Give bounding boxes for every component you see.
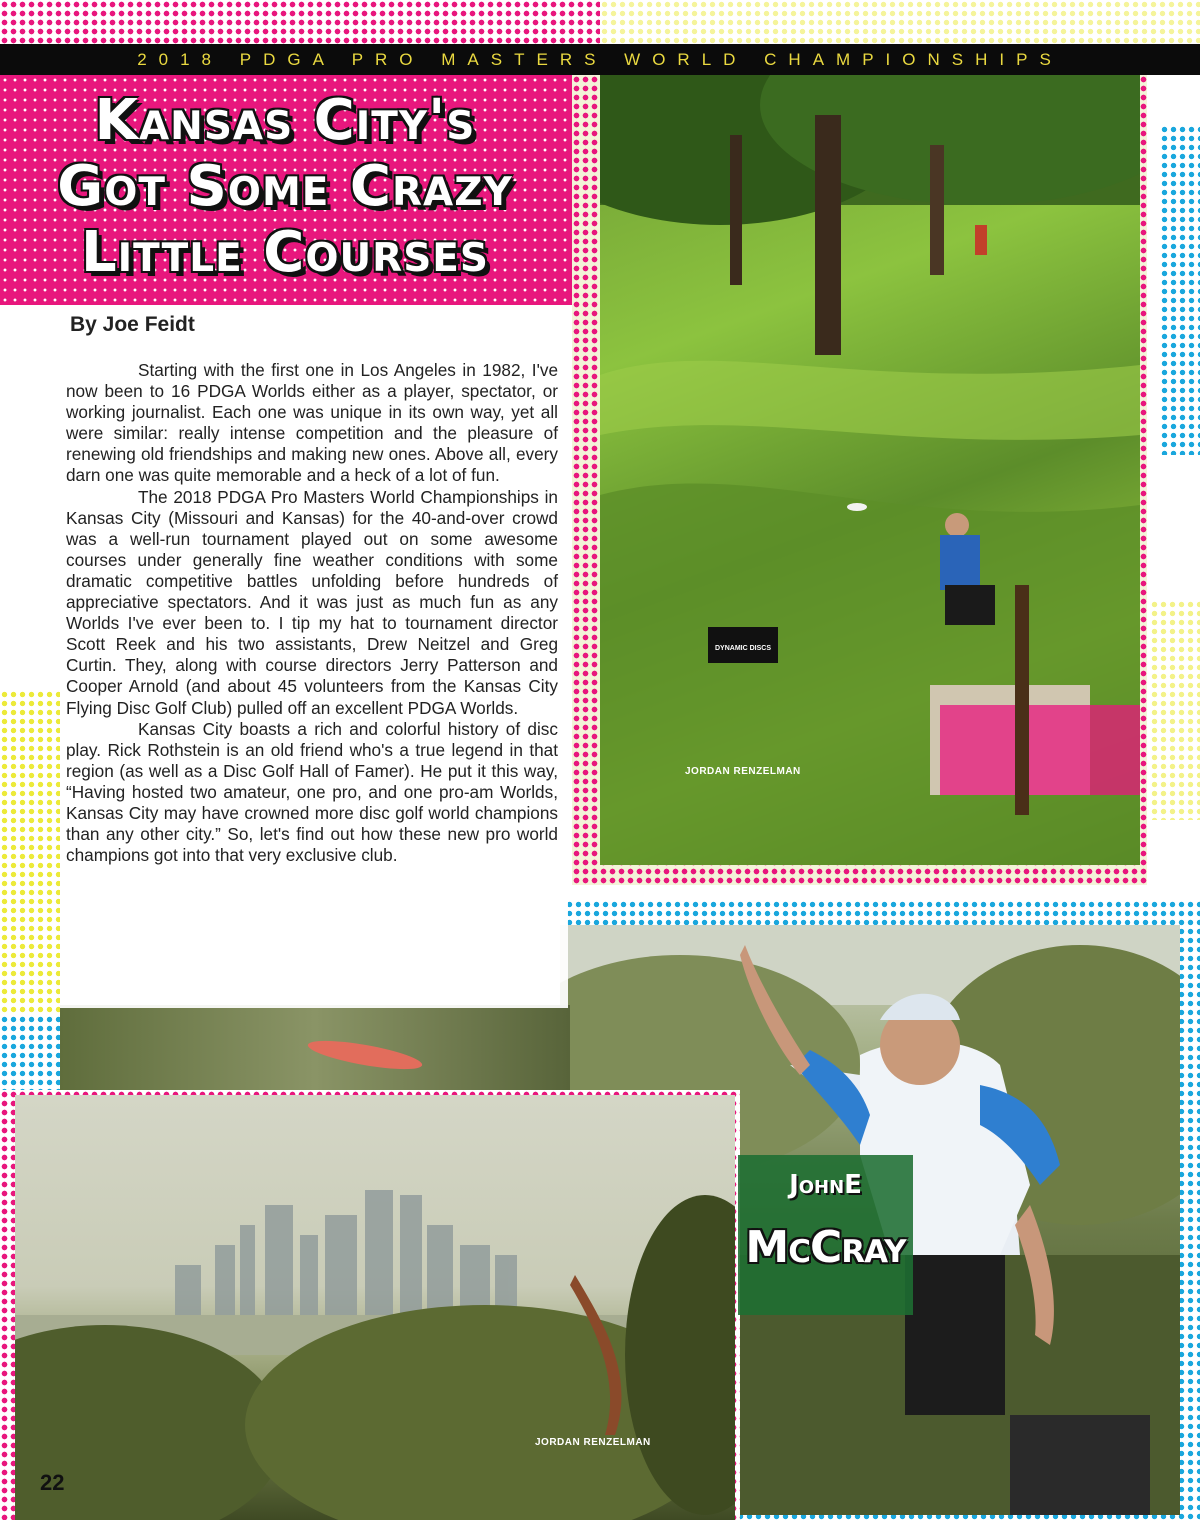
series-header: 2018 PDGA PRO MASTERS WORLD CHAMPIONSHIPS xyxy=(137,50,1063,69)
halftone-yellow-right xyxy=(1150,600,1200,820)
article-paragraph-3: Kansas City boasts a rich and colorful history of disc play. Rick Rothstein is an old friend who's a true legend in that region (as well as a Disc Golf Hall of Famer). He put it this way, “Having hosted two amateur, one pro, and one pro-am Worlds, Kansas City may have crowned more disc golf world champions than any other city.” So, let's find out how these new pro world champions got into that very exclusive club. xyxy=(66,718,558,866)
skyline-photo xyxy=(15,1095,735,1520)
disc-photo xyxy=(60,1005,570,1100)
halftone-pink-top xyxy=(0,0,600,45)
course-photo-art xyxy=(600,75,1140,865)
title-line-3: Little Courses xyxy=(80,220,490,285)
page-number: 22 xyxy=(40,1470,65,1495)
title-line-2: Got Some Crazy xyxy=(57,154,513,219)
byline: By Joe Feidt xyxy=(70,313,195,336)
article-title xyxy=(30,88,540,286)
article-body xyxy=(66,360,558,866)
player-first-name: JohnE xyxy=(789,1170,862,1200)
title-line-1: Kansas City's xyxy=(94,88,476,153)
skyline-photo-credit: JORDAN RENZELMAN xyxy=(535,1437,651,1448)
article-paragraph-2: The 2018 PDGA Pro Masters World Championships in Kansas City (Missouri and Kansas) for the 40-and-over crowd was a well-run tournament played out on some awesome courses under generally fine weather conditions with some dramatic competitive battles unfolding before hundreds of appreciative spectators. And it was just as much fun as any Worlds I've ever been to. I tip my hat to tournament director Scott Reek and his two assistants, Drew Neitzel and Greg Curtin. They, along with course directors Jerry Patterson and Cooper Arnold (and about 45 volunteers from the Kansas City Flying Disc Golf Club) pulled off an excellent PDGA Worlds. xyxy=(66,486,558,718)
course-photo-credit: JORDAN RENZELMAN xyxy=(685,766,801,777)
skyline-photo-art xyxy=(15,1095,735,1520)
player-last-name: McCray xyxy=(745,1222,906,1273)
course-photo xyxy=(600,75,1140,865)
halftone-blue-right xyxy=(1160,125,1200,455)
article-paragraph-1: Starting with the first one in Los Angeles in 1982, I've now been to 16 PDGA Worlds either as a player, spectator, or working journalist. Each one was unique in its own way, yet all were similar: really intense competition and the pleasure of renewing old friendships and making new ones. Above all, every darn one was quite memorable and a heck of a lot of fun. xyxy=(66,360,558,486)
disc-photo-art xyxy=(60,1005,570,1100)
halftone-yellow-top xyxy=(600,0,1200,44)
dynamic-discs-sign-label: DYNAMIC DISCS xyxy=(714,645,771,652)
